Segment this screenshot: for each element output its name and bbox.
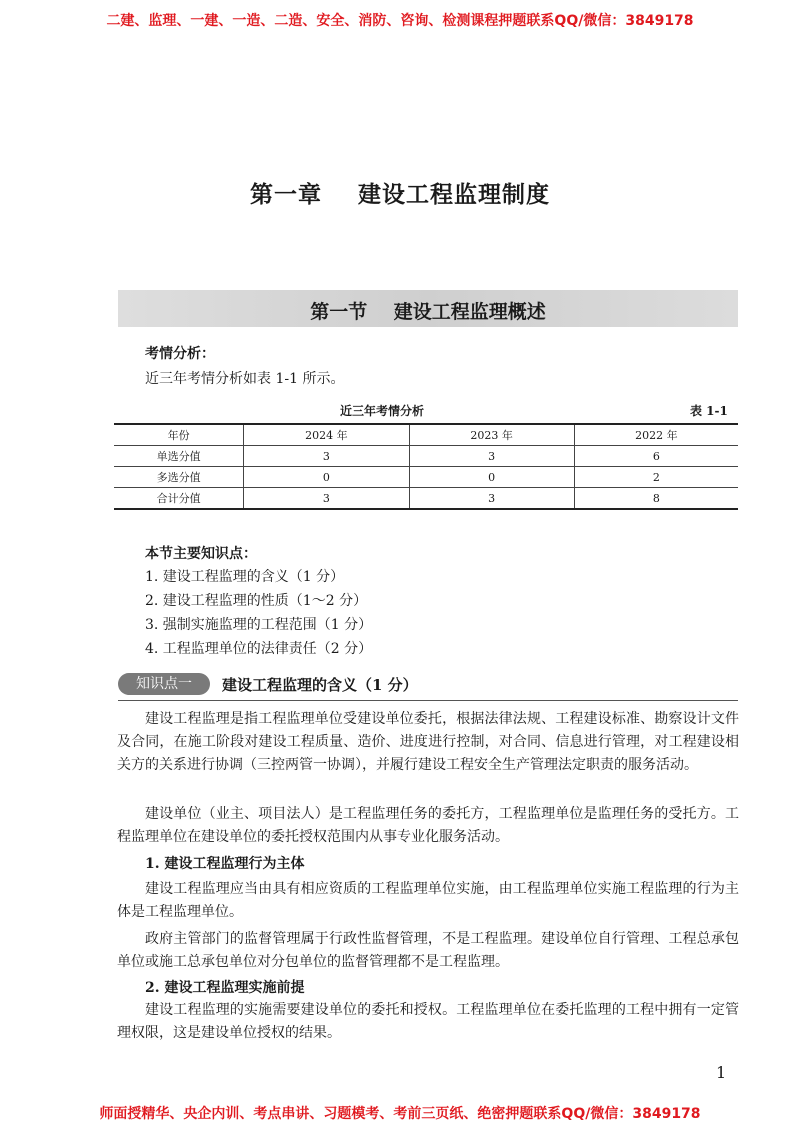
body-paragraph: 建设工程监理的实施需要建设单位的委托和授权。工程监理单位在委托监理的工程中拥有一定管理权限，这是建设单位授权的结果。 [117, 1002, 739, 1041]
table-row [114, 467, 738, 488]
knowledge-point-item: 3. 强制实施监理的工程范围（1 分） [145, 617, 373, 633]
body-paragraph: 建设工程监理应当由具有相应资质的工程监理单位实施，由工程监理单位实施工程监理的行为主体是工程监理单位。 [117, 881, 739, 920]
analysis-intro: 近三年考情分析如表 1-1 所示。 [145, 371, 345, 387]
analysis-heading: 考情分析： [145, 346, 215, 362]
table-cell: 3 [409, 488, 574, 510]
body-paragraph: 政府主管部门的监督管理属于行政性监督管理，不是工程监理。建设单位自行管理、工程总承包单位或施工总承包单位对分包单位的监督管理都不是工程监理。 [117, 931, 739, 970]
table-header-cell: 2024 年 [244, 424, 409, 446]
table-row [114, 488, 738, 510]
table-cell: 6 [574, 446, 738, 467]
table-header-cell: 2023 年 [409, 424, 574, 446]
body-paragraph: 建设工程监理是指工程监理单位受建设单位委托，根据法律法规、工程建设标准、勘察设计文件及合同，在施工阶段对建设工程质量、造价、进度进行控制，对合同、信息进行管理，对工程建设相关方的关系进行协调（三控两管一协调），并履行建设工程安全生产管理法定职责的服务活动。 [117, 711, 739, 773]
table-cell: 0 [409, 467, 574, 488]
table-cell: 3 [244, 446, 409, 467]
table-cell: 2 [574, 467, 738, 488]
body-paragraph: 建设单位（业主、项目法人）是工程监理任务的委托方，工程监理单位是监理任务的受托方。工程监理单位在建设单位的委托授权范围内从事专业化服务活动。 [117, 806, 739, 845]
table-cell: 8 [574, 488, 738, 510]
divider [118, 700, 738, 701]
knowledge-point-item: 1. 建设工程监理的含义（1 分） [145, 569, 345, 585]
table-cell: 合计分值 [114, 488, 244, 510]
table-cell: 单选分值 [114, 446, 244, 467]
knowledge-point-item: 4. 工程监理单位的法律责任（2 分） [145, 641, 373, 657]
subheading: 1. 建设工程监理行为主体 [145, 856, 305, 872]
bottom-banner: 师面授精华、央企内训、考点串讲、习题模考、考前三页纸、绝密押题联系QQ/微信：3849178 [99, 1106, 701, 1122]
table-cell: 多选分值 [114, 467, 244, 488]
table-caption: 近三年考情分析 [340, 404, 425, 418]
top-banner: 二建、监理、一建、一造、二造、安全、消防、咨询、检测课程押题联系QQ/微信：3849178 [106, 13, 694, 29]
table-header-cell: 年份 [114, 424, 244, 446]
table-number: 表 1-1 [690, 404, 728, 418]
knowledge-point-title: 建设工程监理的含义（1 分） [222, 676, 418, 694]
knowledge-points-heading: 本节主要知识点： [145, 546, 257, 562]
table-row [114, 446, 738, 467]
knowledge-point-item: 2. 建设工程监理的性质（1～2 分） [145, 593, 368, 609]
table-header-cell: 2022 年 [635, 429, 678, 442]
table-cell: 0 [244, 467, 409, 488]
section-title: 第一节 建设工程监理概述 [310, 301, 546, 323]
table-header-row [114, 424, 738, 446]
table-cell: 3 [244, 488, 409, 510]
subheading: 2. 建设工程监理实施前提 [145, 980, 305, 996]
chapter-title: 第一章 建设工程监理制度 [249, 181, 551, 208]
exam-analysis-table [114, 423, 738, 510]
table-cell: 3 [409, 446, 574, 467]
knowledge-point-badge: 知识点一 [118, 673, 210, 695]
page-number: 1 [716, 1063, 727, 1082]
